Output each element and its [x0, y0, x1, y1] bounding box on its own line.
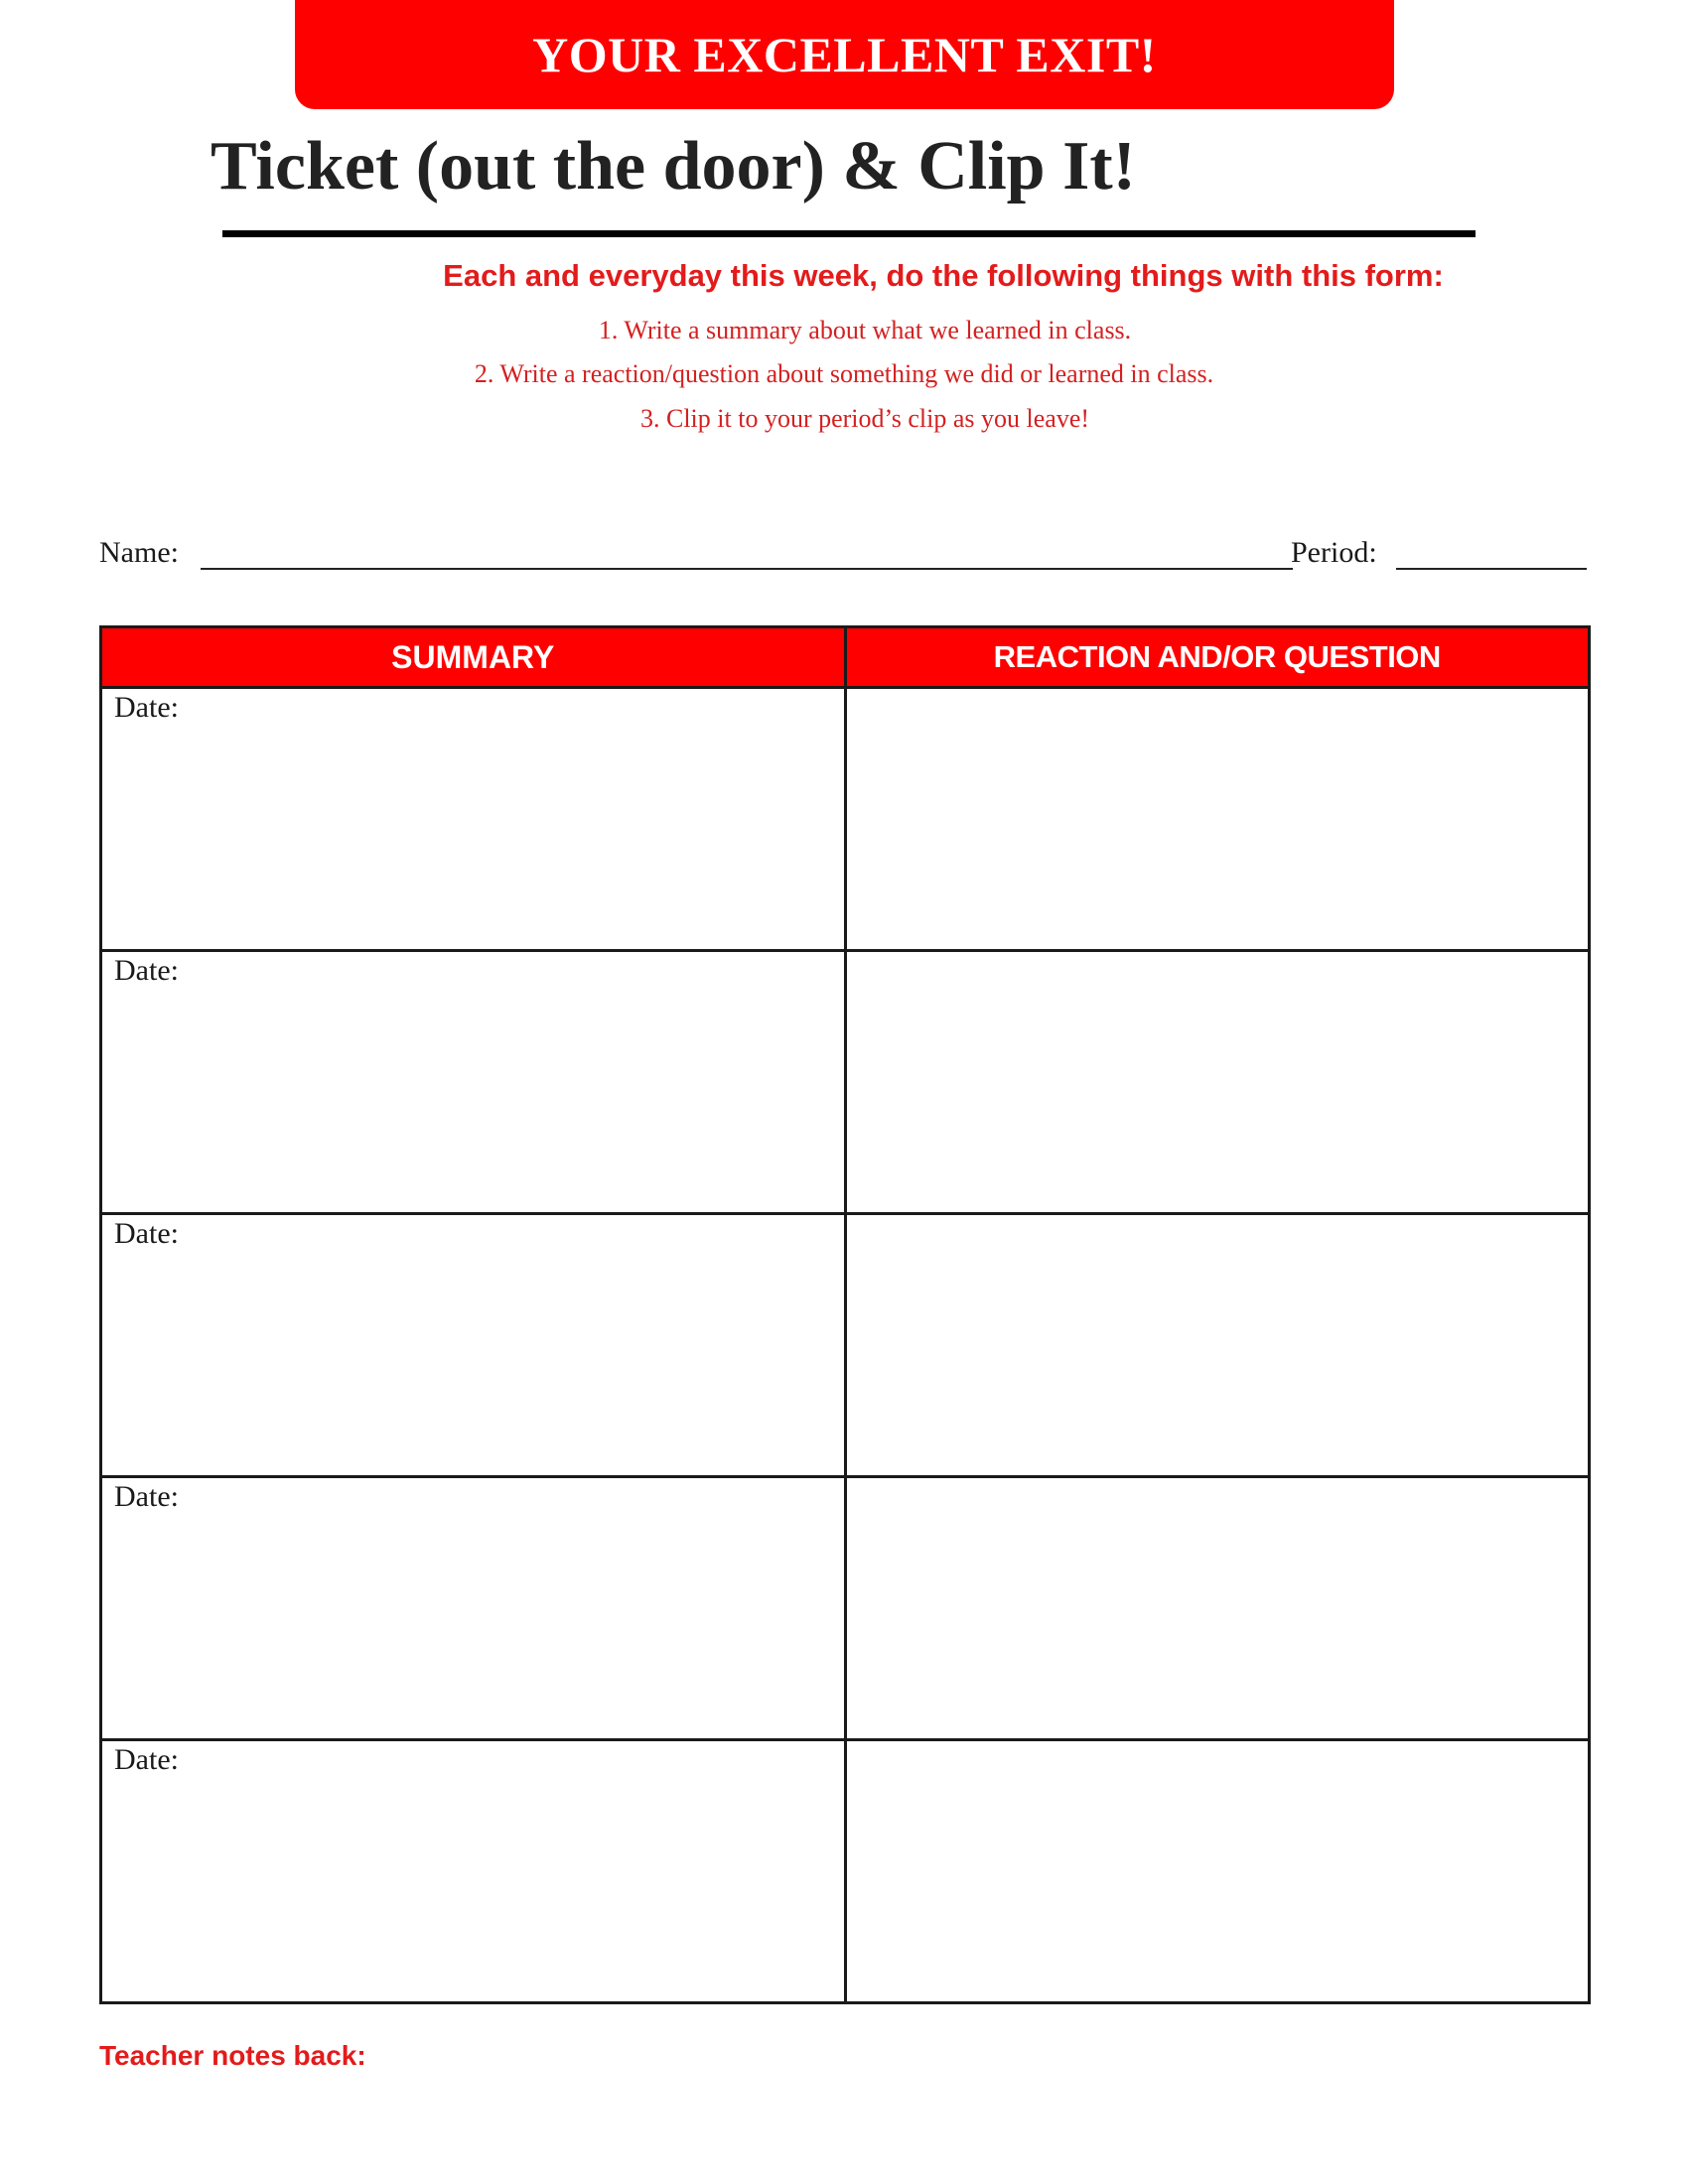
name-period-row [99, 536, 1589, 576]
teacher-notes-label: Teacher notes back: [99, 2040, 366, 2071]
period-field[interactable] [1396, 568, 1587, 570]
summary-cell[interactable] [101, 1740, 846, 2003]
instruction-item: 3. Clip it to your period’s clip as you leave! [639, 404, 1090, 433]
reaction-cell[interactable] [845, 951, 1590, 1214]
date-label: Date: [114, 1743, 179, 1776]
header-banner [295, 0, 1394, 109]
date-label: Date: [114, 1480, 179, 1513]
table-row [101, 951, 1590, 1214]
table-row [101, 1740, 1590, 2003]
page-title: Ticket (out the door) & Clip It! [211, 128, 1136, 205]
reaction-cell[interactable] [845, 1477, 1590, 1740]
banner-title: YOUR EXCELLENT EXIT! [532, 27, 1157, 82]
summary-cell[interactable] [101, 1214, 846, 1477]
name-label: Name: [99, 536, 179, 569]
exit-ticket-table [99, 625, 1591, 2004]
title-divider [222, 230, 1476, 237]
date-label: Date: [114, 1217, 179, 1250]
reaction-cell[interactable] [845, 688, 1590, 951]
summary-cell[interactable] [101, 1477, 846, 1740]
table-header-row [101, 627, 1590, 688]
instructions-heading: Each and everyday this week, do the following things with this form: [443, 258, 1444, 293]
date-label: Date: [114, 954, 179, 987]
summary-cell[interactable] [101, 951, 846, 1214]
reaction-cell[interactable] [845, 1214, 1590, 1477]
period-label: Period: [1291, 536, 1377, 569]
table-row [101, 688, 1590, 951]
summary-column-header: SUMMARY [101, 627, 846, 688]
date-label: Date: [114, 691, 179, 724]
reaction-cell[interactable] [845, 1740, 1590, 2003]
summary-cell[interactable] [101, 688, 846, 951]
table-row [101, 1214, 1590, 1477]
table-row [101, 1477, 1590, 1740]
instruction-item: 2. Write a reaction/question about something we did or learned in class. [474, 359, 1214, 388]
reaction-column-header: REACTION AND/OR QUESTION [845, 627, 1590, 688]
instruction-item: 1. Write a summary about what we learned in class. [598, 316, 1132, 344]
name-field[interactable] [201, 568, 1293, 570]
